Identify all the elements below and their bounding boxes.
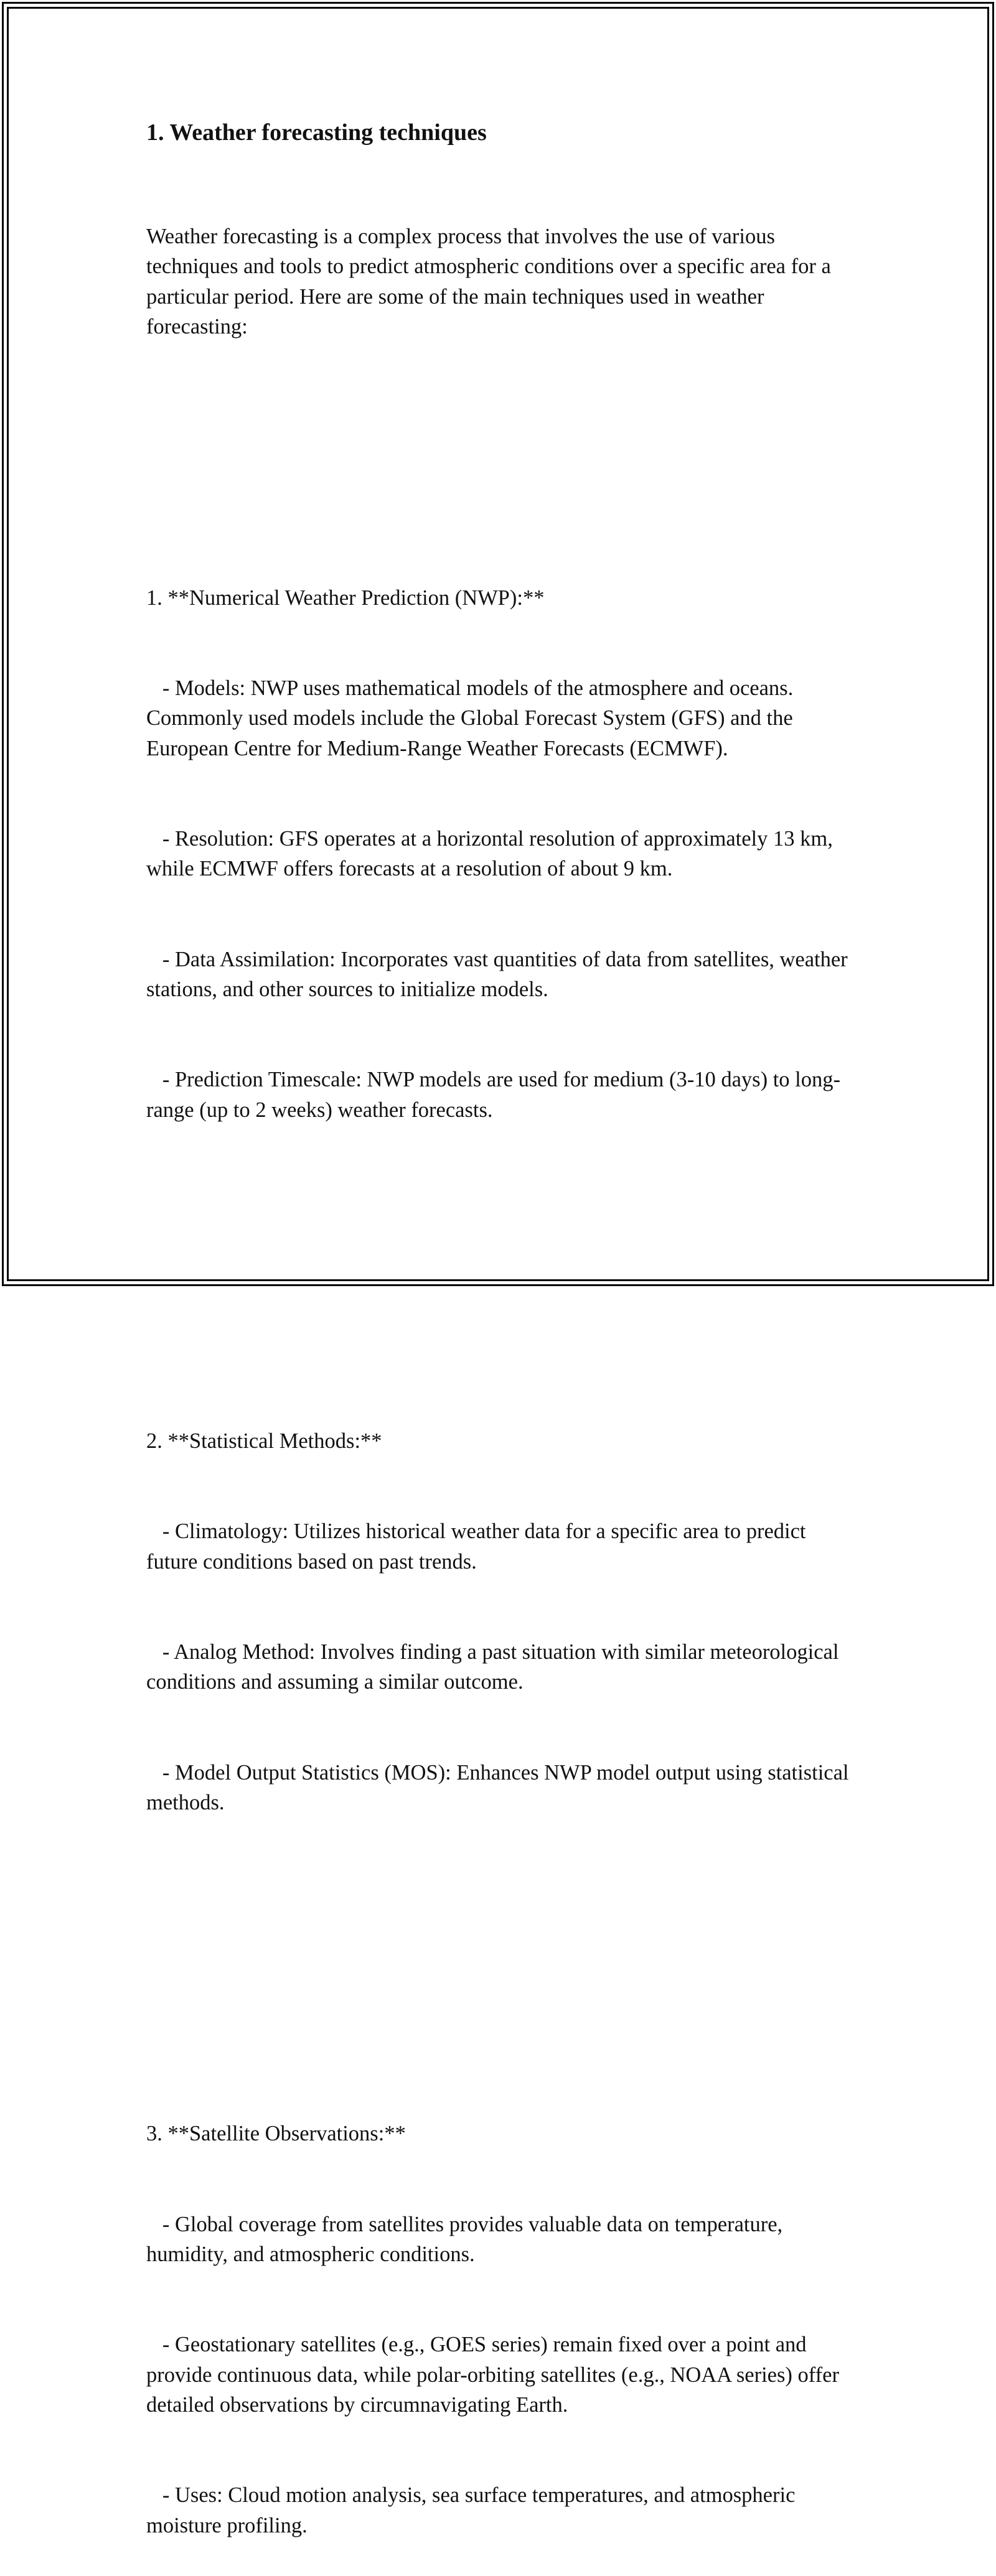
paragraph-gap — [146, 1246, 856, 1276]
list-item: - Geostationary satellites (e.g., GOES series) remain fixed over a point and provide continuous data, while polar-orbiting satellites (e.g., NOAA series) offer detailed observations by circumnavigating Earth. — [146, 2333, 845, 2417]
intro-paragraph: Weather forecasting is a complex process that involves the use of various techniques and tools to predict atmospheric conditions over a specific area for a particular period. Here are some of the main techniques used in weather forecasting: — [146, 224, 837, 339]
section-statistical — [146, 1366, 856, 1878]
section-satellite — [146, 2059, 856, 2576]
list-item: - Models: NWP uses mathematical models of the atmosphere and oceans. Commonly used models include the Global Forecast System (GFS) and the European Centre for Medium-Range Weather Forecasts (ECMWF). — [146, 676, 799, 760]
list-item: - Global coverage from satellites provides valuable data on temperature, humidity, and atmospheric conditions. — [146, 2212, 788, 2266]
list-item: - Prediction Timescale: NWP models are used for medium (3-10 days) to long-range (up to 2 weeks) weather forecasts. — [146, 1068, 840, 1122]
paragraph-gap — [146, 402, 856, 432]
section-title: 1. **Numerical Weather Prediction (NWP):** — [146, 586, 545, 610]
list-item: - Climatology: Utilizes historical weather data for a specific area to predict future conditions based on past trends. — [146, 1519, 812, 1574]
list-item: - Uses: Cloud motion analysis, sea surface temperatures, and atmospheric moisture profiling. — [146, 2483, 801, 2537]
page-title: 1. Weather forecasting techniques — [146, 119, 487, 146]
section-nwp — [146, 523, 856, 1185]
list-item: - Resolution: GFS operates at a horizontal resolution of approximately 13 km, while ECMWF offers forecasts at a resolution of about 9 km. — [146, 826, 839, 881]
list-item: - Data Assimilation: Incorporates vast quantities of data from satellites, weather stations, and other sources to initialize models. — [146, 947, 853, 1001]
document-body — [146, 115, 856, 2576]
paragraph-gap — [146, 1938, 856, 1968]
list-item: - Analog Method: Involves finding a past situation with similar meteorological conditions and assuming a similar outcome. — [146, 1640, 845, 1694]
list-item: - Model Output Statistics (MOS): Enhances NWP model output using statistical methods. — [146, 1760, 855, 1814]
document-text — [146, 161, 856, 2576]
section-title: 3. **Satellite Observations:** — [146, 2122, 406, 2146]
section-title: 2. **Statistical Methods:** — [146, 1429, 382, 1454]
